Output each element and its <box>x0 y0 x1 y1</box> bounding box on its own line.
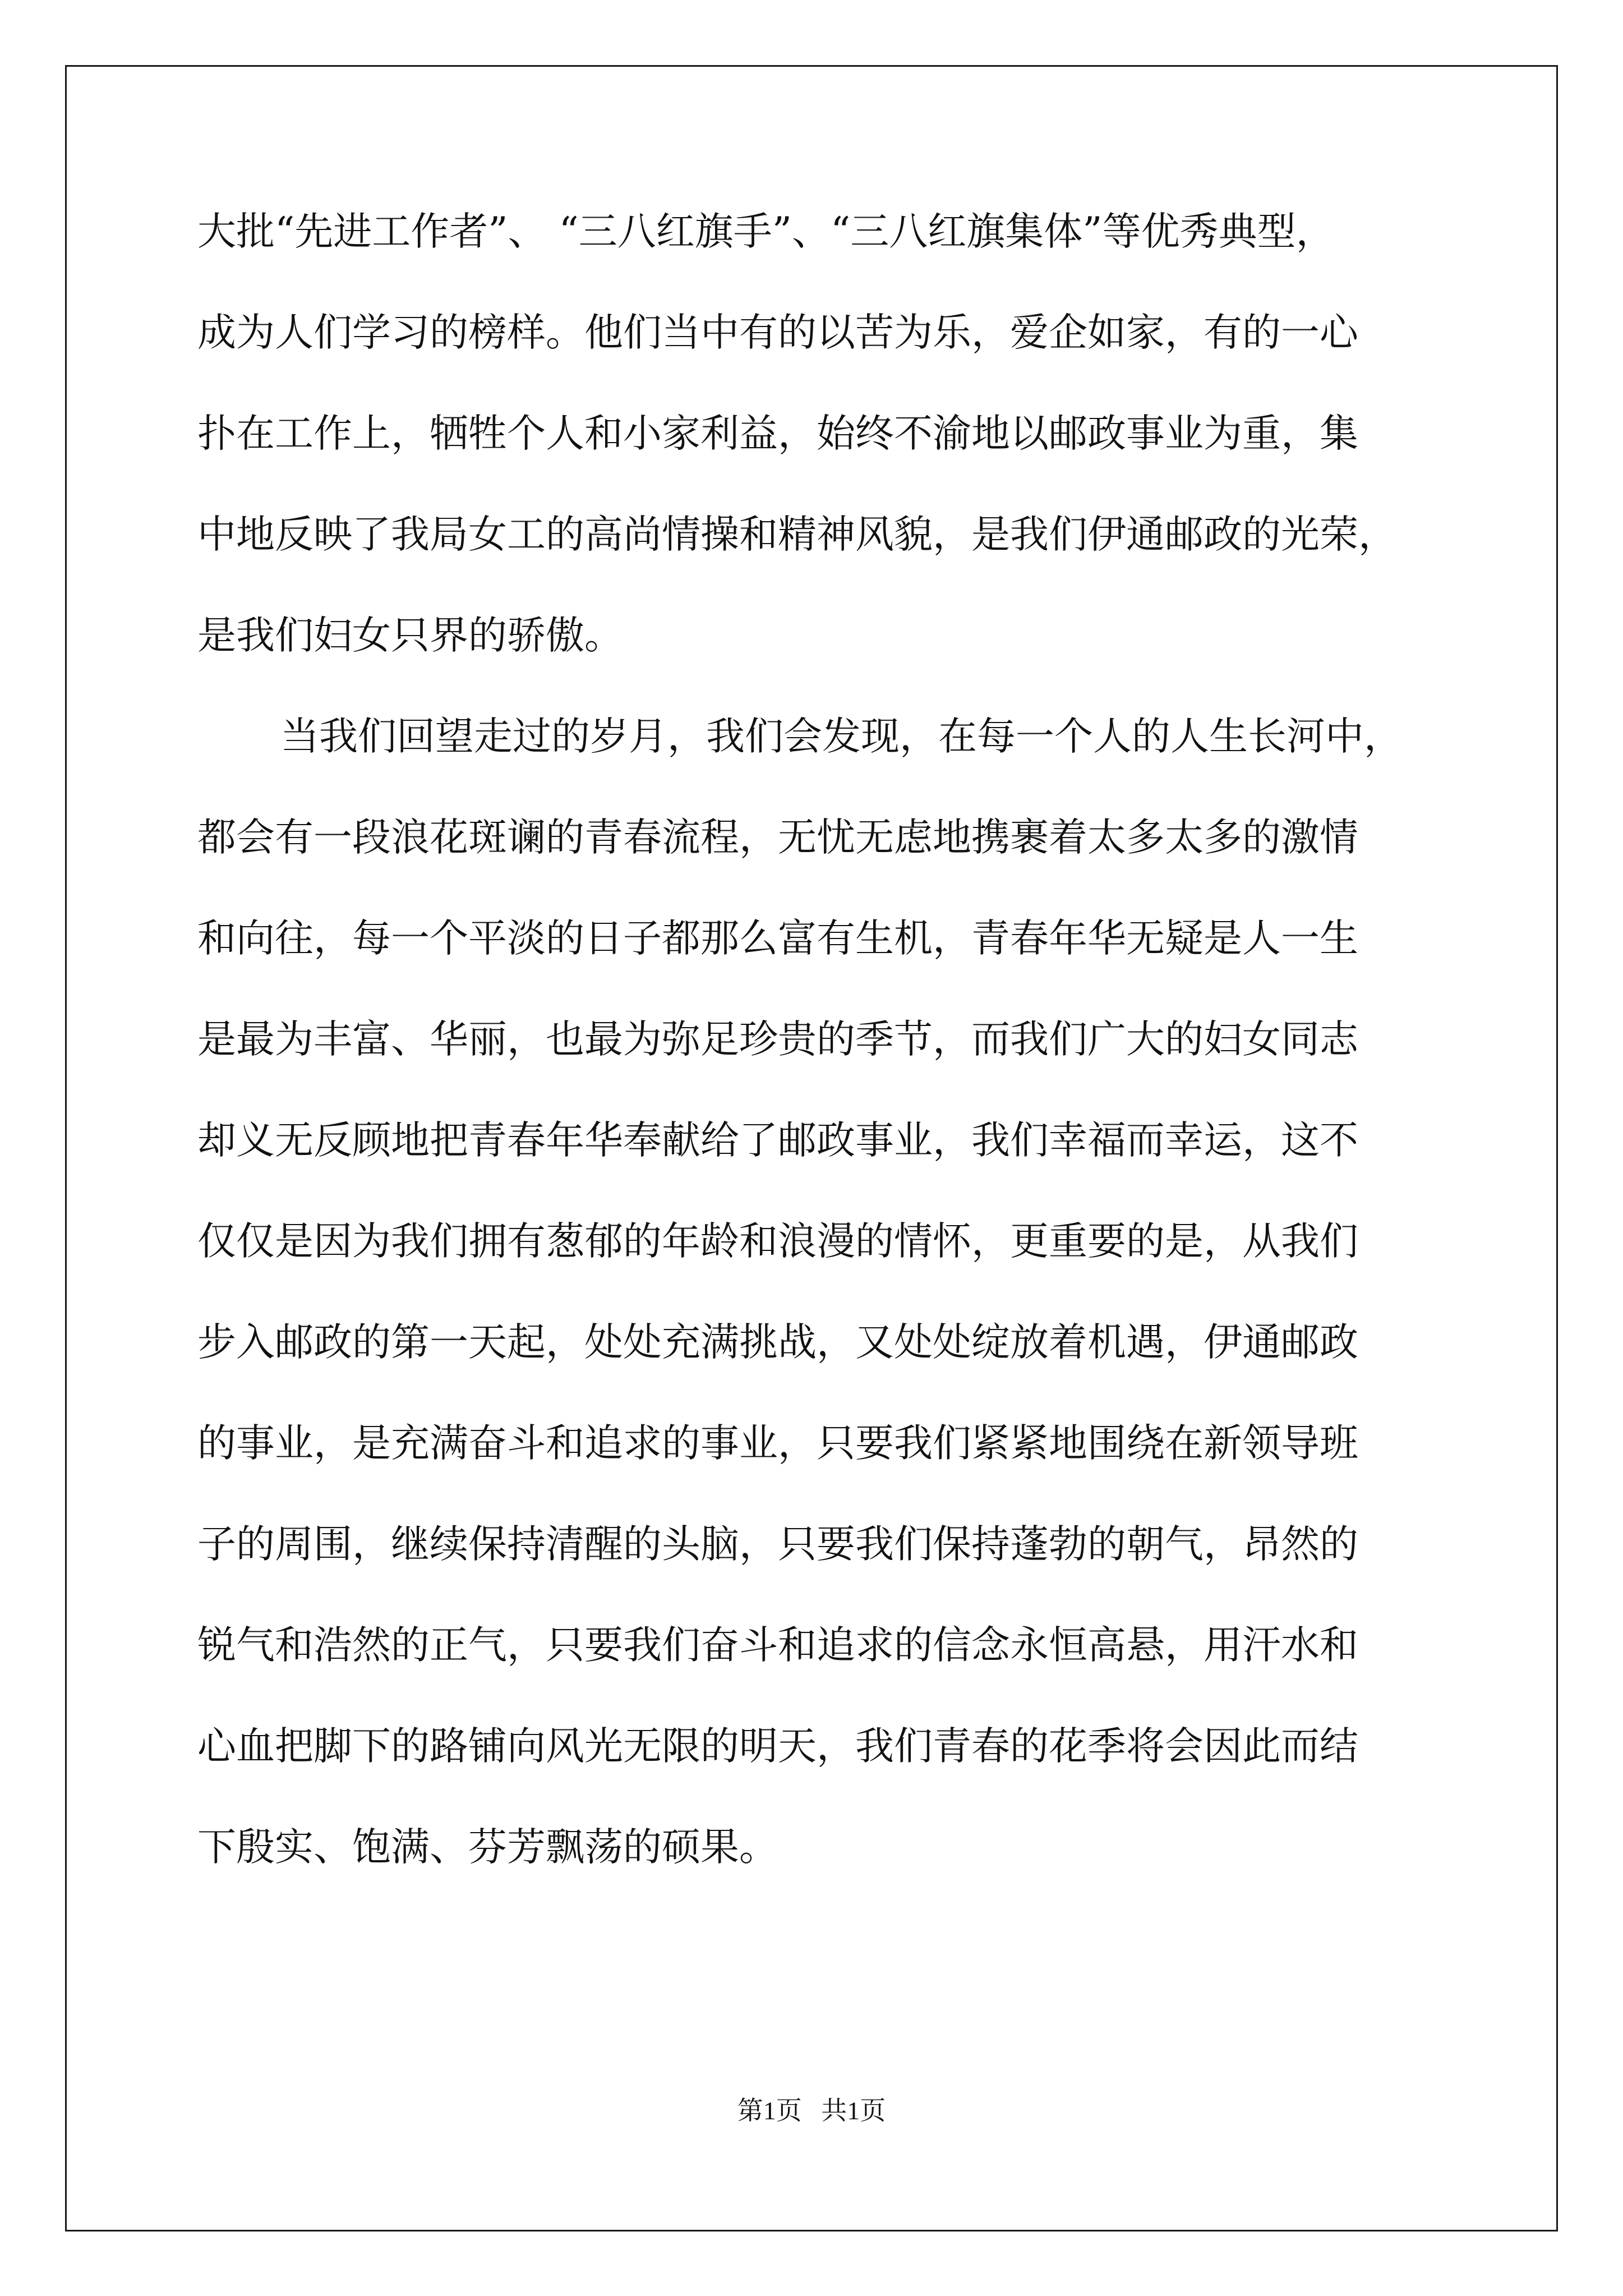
paragraph-2-line-5: 却义无反顾地把青春年华奉献给了邮政事业，我们幸福而幸运，这不 <box>197 1118 1358 1163</box>
document-body <box>197 206 1431 1923</box>
page-number-footer: 第1页 共1页 <box>737 2096 886 2125</box>
paragraph-2-line-3: 和向往，每一个平淡的日子都那么富有生机，青春年华无疑是人一生 <box>197 916 1358 961</box>
paragraph-1-line-1: 大批“先进工作者”、 “三八红旗手”、“三八红旗集体”等优秀典型， <box>197 209 1335 254</box>
paragraph-2-line-11: 心血把脚下的路铺向风光无限的明天，我们青春的花季将会因此而结 <box>197 1724 1358 1769</box>
paragraph-2-line-9: 子的周围，继续保持清醒的头脑，只要我们保持蓬勃的朝气，昂然的 <box>197 1522 1358 1567</box>
paragraph-2-line-12: 下殷实、饱满、芬芳飘荡的硕果。 <box>197 1825 778 1870</box>
paragraph-2-line-8: 的事业，是充满奋斗和追求的事业，只要我们紧紧地围绕在新领导班 <box>197 1421 1358 1466</box>
paragraph-1-line-4: 中地反映了我局女工的高尚情操和精神风貌，是我们伊通邮政的光荣， <box>197 512 1397 557</box>
paragraph-1-line-5: 是我们妇女只界的骄傲。 <box>197 613 623 658</box>
paragraph-1-line-3: 扑在工作上，牺牲个人和小家利益，始终不渝地以邮政事业为重，集 <box>197 411 1358 456</box>
paragraph-2-line-4: 是最为丰富、华丽，也最为弥足珍贵的季节，而我们广大的妇女同志 <box>197 1017 1358 1062</box>
paragraph-2-line-10: 锐气和浩然的正气，只要我们奋斗和追求的信念永恒高悬，用汗水和 <box>197 1623 1358 1668</box>
paragraph-2-line-2: 都会有一段浪花斑谰的青春流程，无忧无虑地携裹着太多太多的激情 <box>197 815 1358 860</box>
paragraph-2-line-7: 步入邮政的第一天起，处处充满挑战，又处处绽放着机遇，伊通邮政 <box>197 1320 1358 1365</box>
paragraph-2-line-1: 当我们回望走过的岁月，我们会发现，在每一个人的人生长河中， <box>280 714 1403 759</box>
paragraph-2-line-6: 仅仅是因为我们拥有葱郁的年龄和浪漫的情怀，更重要的是，从我们 <box>197 1219 1358 1264</box>
paragraph-1-line-2: 成为人们学习的榜样。他们当中有的以苦为乐，爱企如家，有的一心 <box>197 310 1358 355</box>
